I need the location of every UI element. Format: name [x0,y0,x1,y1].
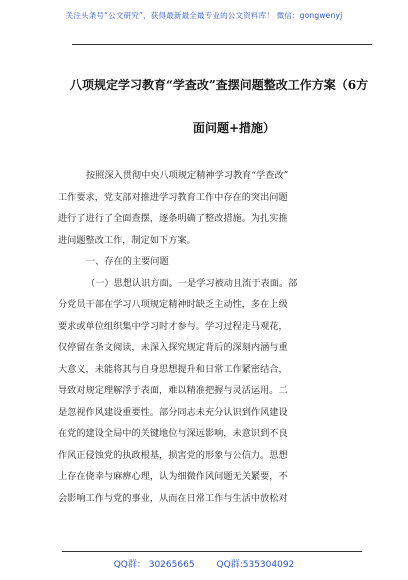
footer [0,557,408,570]
header-divider [72,44,372,45]
body-line: 是忽视作风建设重要性。部分同志未充分认识到作风建设 [58,406,288,418]
section-heading: 一、存在的主要问题 [86,256,169,267]
document-title-line-2: 面问题+措施） [192,121,276,135]
body-line: 大意义，未能将其与自身思想提升和日常工作紧密结合， [58,363,288,375]
body-line: 在党的建设全局中的关键地位与深远影响，未意识到不良 [58,428,288,439]
body-line: 仅停留在条文阅读，未深入探究规定背后的深刻内涵与重 [58,342,288,353]
body-line: 要求或单位组织集中学习时才参与。学习过程走马观花， [58,320,288,332]
body-line: 进行了进行了全面查摆，逐条明确了整改措施。为扎实推 [58,213,288,224]
body-line: 工作要求，党支部对推进学习教育工作中存在的突出问题 [58,191,288,203]
body-line: 分党员干部在学习八项规定精神时缺乏主动性，多在上级 [58,299,288,310]
body-line: 进问题整改工作，制定如下方案。 [58,234,196,246]
footer-qq-group-1[interactable]: QQ群： 30265665 [113,560,195,570]
document-title-line-1: 八项规定学习教育“学查改”查摆问题整改工作方案（6方 [70,78,369,92]
promo-banner[interactable]: 关注头条号“公文研究”，获得最新最全最专业的公文资料库！ 微信：gongwenyj [65,11,343,20]
body-line: （一）思想认识方面。一是学习被动且流于表面。部 [86,277,298,289]
footer-qq-group-2[interactable]: QQ群:535304092 [216,560,295,570]
body-line: 上存在侥幸与麻痹心理，认为细微作风问题无关紧要，不 [58,471,288,482]
body-line: 导致对规定理解浮于表面，难以精准把握与灵活运用。二 [58,385,288,396]
footer-divider [62,551,362,552]
body-line: 按照深入贯彻中央八项规定精神学习教育“学查改” [86,170,289,181]
body-line: 会影响工作与党的事业，从而在日常工作与生活中放松对 [58,492,288,504]
body-line: 作风正侵蚀党的执政根基，损害党的形象与公信力。思想 [58,449,288,461]
document-body [58,165,358,509]
